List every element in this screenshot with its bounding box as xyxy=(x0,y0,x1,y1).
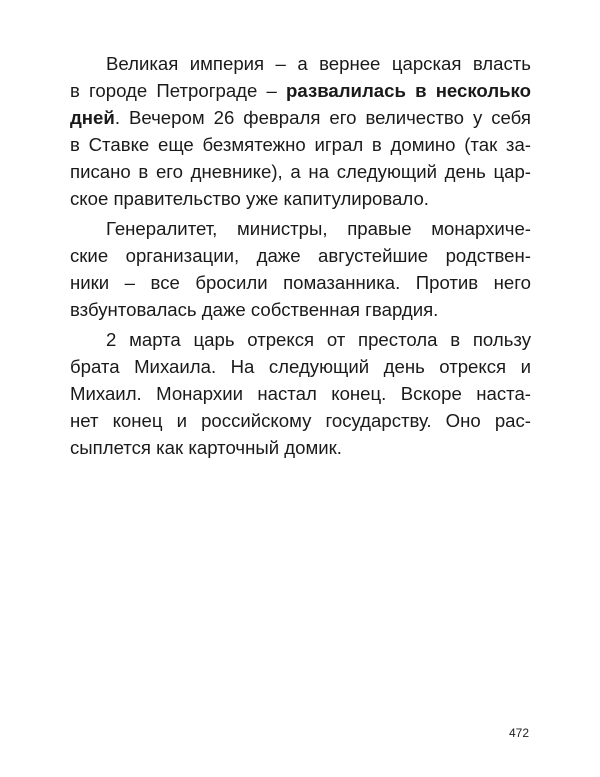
text-line xyxy=(70,296,531,323)
text-line xyxy=(70,131,531,158)
text-line xyxy=(70,158,531,185)
text-run: нет конец и российскому государству. Оно рас- xyxy=(70,410,531,431)
text-run: 2 марта царь отрекся от престола в пользу xyxy=(106,329,531,350)
text-line xyxy=(70,326,531,353)
text-run: ские организации, даже августейшие родствен- xyxy=(70,245,531,266)
paragraph-1 xyxy=(70,50,531,212)
page-number: 472 xyxy=(508,726,529,740)
text-line xyxy=(70,407,531,434)
bold-text-run: развалилась в несколько xyxy=(286,80,531,101)
text-line xyxy=(70,434,531,461)
text-line xyxy=(70,380,531,407)
text-line xyxy=(70,269,531,296)
text-run: Великая империя – а вернее царская власть xyxy=(106,53,531,74)
text-run: сыплется как карточный домик. xyxy=(70,437,342,458)
text-run: Михаил. Монархии настал конец. Вскоре наста- xyxy=(70,383,531,404)
text-run: . Вечером 26 февраля его величество у себя xyxy=(114,107,531,128)
text-line xyxy=(70,215,531,242)
text-run: брата Михаила. На следующий день отрекся и xyxy=(70,356,531,377)
text-line xyxy=(70,353,531,380)
text-line xyxy=(70,77,531,104)
text-line xyxy=(70,104,531,131)
text-run: взбунтовалась даже собственная гвардия. xyxy=(70,299,439,320)
text-line xyxy=(70,185,531,212)
text-line xyxy=(70,50,531,77)
text-run: в Ставке еще безмятежно играл в домино (так за- xyxy=(70,134,531,155)
paragraph-2 xyxy=(70,215,531,323)
page-body xyxy=(70,50,531,461)
text-run: в городе Петрограде – xyxy=(70,80,287,101)
text-line xyxy=(70,242,531,269)
bold-text-run: дней xyxy=(70,107,115,128)
text-run: ское правительство уже капитулировало. xyxy=(70,188,429,209)
paragraph-3 xyxy=(70,326,531,461)
text-run: ники – все бросили помазанника. Против него xyxy=(70,272,531,293)
text-run: писано в его дневнике), а на следующий день цар- xyxy=(70,161,531,182)
text-run: Генералитет, министры, правые монархиче- xyxy=(106,218,531,239)
